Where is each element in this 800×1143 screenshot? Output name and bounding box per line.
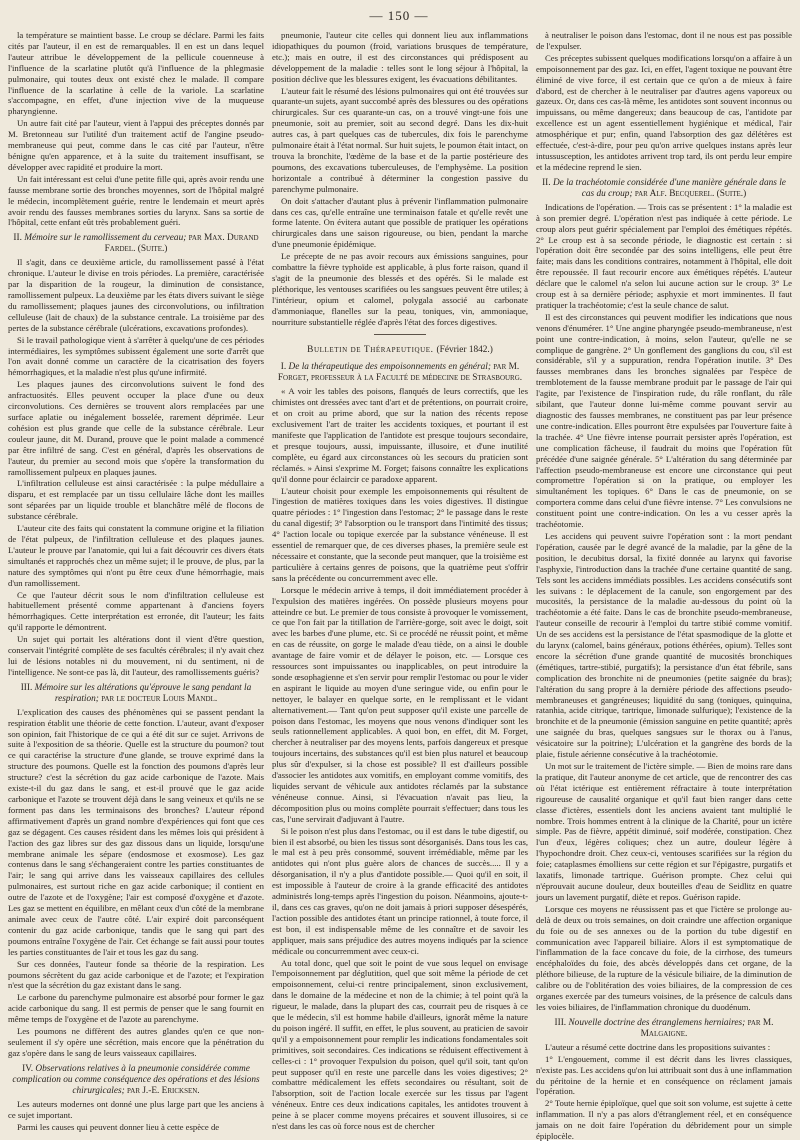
heading-number: IV. xyxy=(22,1063,34,1074)
paragraph: 1° L'engouement, comme il est décrit dans les livres classiques, n'existe pas. Les accidens qu'on lui attribuait sont dus à une inflammation du péritoine de la hernie et en conséquence on réclament jamais l'opération. xyxy=(536,1053,792,1097)
section-divider xyxy=(374,334,426,335)
heading-number: III. xyxy=(554,1017,567,1028)
column-middle xyxy=(272,30,528,1143)
heading-number: II. xyxy=(542,177,551,188)
paragraph: Il est des circonstances qui peuvent modifier les indications que nous venons d'énumérer. 1° Une angine pharyngée pseudo-membraneuse, n'est point une contre-indication, à moins, selon l'auteur, qu'elle ne se complique de gangrène. 2° Un gonflement des ganglions du cou, s'il est considérable, s'il y a suppuration, rendra l'opération inutile. 3° Des fausses membranes dans les bronches signalées par l'espèce de tremblotement de la fausse membrane produit par le passage de l'air qui l'agite, par l'existence de l'inspiration rude, du râle ronflant, du râle sibilant, que l'auteur donne lui-même comme pouvant servir au diagnostic des fausses membranes, ne constituent pas par leur présence une contre-indication. Elles pourront être expulsées par l'ouverture faite à la trachée. 4° Une fièvre intense pourrait persister après l'opération, est une complication fâcheuse, il faudrait du moins que l'opération fût précédée d'une saignée générale. 5° L'altération du sang déterminée par l'affection pseudo-membraneuse est encore une circonstance qui peut compromettre l'opération si on la pratique, ou employer les simultanément les topiques. 6° Dans le cas de pneumonie, on se comportera comme dans celui d'une fièvre intense. 7° Les convulsions ne constituent point une contre-indication. On les a vu cesser après la trachéotomie. xyxy=(536,311,792,530)
heading-number: I. xyxy=(280,362,287,373)
paragraph: pneumonie, l'auteur cite celles qui donnent lieu aux inflammations idiopathiques du poumon (froid, variations brusques de température, etc.); mais en outre, il est des circonstances qui prédisposent au développement de la maladie : telles sont le long séjour à l'hôpital, la position déclive que les blessures exigent, les évacuations débilitantes. xyxy=(272,30,528,84)
paragraph: Le carbone du parenchyme pulmonaire est absorbé pour former le gaz acide carbonique du sang. Il est permis de penser que le sang fournit en même temps de l'oxygène et de l'azote au parenchyme. xyxy=(8,992,264,1025)
paragraph: Les auteurs modernes ont donné une plus large part que les anciens à ce sujet important. xyxy=(8,1098,264,1120)
paragraph: « A voir les tables des poisons, flanqués de leurs correctifs, que les chimistes ont dressées avec tant d'art et de prétentions, on pourrait croire, et on croit au prime abord, que sur la nation des récents repose exclusivement l'art de traiter les accidents toxiques, et pourtant il est manifeste que l'application de l'antidote est presque toujours secondaire, et presque toujours, aussi, impuissante, illusoire, et d'une inutilité complète, eu égard aux circonstances où les secours du praticien sont réclamés. » Ainsi s'exprime M. Forget; faisons connaître les explications qu'il donne pour éclaircir ce paradoxe apparent. xyxy=(272,386,528,484)
paragraph: Il s'agit, dans ce deuxième article, du ramollissement passé à l'état chronique. L'auteur le divise en trois périodes. La première, caractérisée par la disparition de la rougeur, la diminution de consistance, ramollissement pulpeux. La deuxième par les états divers suivant le siège du ramollissement; plaques jaunes des circonvolutions, ou infiltration celluleuse (lait de chaux) de la substance centrale. La troisième par des pertes de la substance cérébrale (ulcérations, excavations profondes). xyxy=(8,257,264,333)
paragraph: Si le poison n'est plus dans l'estomac, ou il est dans le tube digestif, ou bien il est absorbé, ou bien les tissus sont désorganisés. Dans tous les cas, le mal est à peu près consommé, souvent irrémédiable, même par les antidotes qui n'ont plus guère alors de chances de succès..... Il y a désorganisation, il n'y a plus d'antidote possible.— Quoi qu'il en soit, il est impossible à l'auteur de croire à la grande efficacité des antidotes administrés long-temps après l'ingestion du poison. Néanmoins, ajoute-t-il, dans ces cas graves, qu'on ne doit jamais à priori supposer désespérés, l'action possible des antidotes étant un principe rationnel, à toute force, il est bon, il est indispensable même de les connaître et de savoir les appliquer, mais sans préjudice des autres moyens indiqués par la science médicale ou concurremment avec ceux-ci. xyxy=(272,825,528,956)
paragraph: Parmi les causes qui peuvent donner lieu à cette espèce de xyxy=(17,1121,220,1132)
heading-title: Mémoire sur les altérations qu'éprouve le sang pendant la respiration; xyxy=(34,682,252,704)
article-heading xyxy=(536,178,792,200)
bulletin-date: (Février 1842.) xyxy=(436,345,493,356)
article-heading xyxy=(272,362,528,384)
page-number: — 150 — xyxy=(369,8,429,23)
heading-title: De la trachéotomie considérée d'une manière générale dans le cas du croup; xyxy=(552,177,786,199)
three-column-layout xyxy=(8,30,792,1142)
paragraph: Les accidens qui peuvent suivre l'opération sont : la mort pendant l'opération, causée par le degré avancé de la maladie, par la gêne de la position, le decubitus dorsal, la fixité donnée au larynx qui favorise l'asphyxie, l'introduction dans la trachée d'une certaine quantité de sang. Tels sont les accidens immédiats possibles. Les accidens consécutifs sont les suivans : le déplacement de la canule, son engorgement par des mucosités, la persistance de la maladie au-dessous du point où la trachéotomie a été faite. Dans le cas de bronchite pseudo-membraneuse, l'auteur conseille de recourir à l'emploi du tartre stibié comme vomitif. Un de ses accidens est la persistance de l'état spasmodique de la glotte et du larynx (calomel, bains généraux, potions éthérées, opium). Telles sont encore la sécrétion d'une grande quantité de mucosités bronchiques (émétiques, tartre-stibié, purgatifs); la persistance d'un état fébrile, sans complication des bronchite ni de pneumonies (petite saignée du bras); l'altération du sang propre à la dernière période des affections pseudo-membraneuses et gangréneuses; liquidité du sang (toniques, quinquina, ratanhia, acide citrique, tartrique, limonade sulfurique); l'existence de la bronchite et de la pneumonie (émission sanguine en petite quantité; après une saignée du bras, quelques sangsues sur le thorax ou à l'anus, vésicatoire sur la poitrine); L'ulcération et la gangrène des bords de la plaie, fistule aérienne consécutive à la trachéotomie. xyxy=(536,530,792,760)
paragraph: L'infiltration celluleuse est ainsi caractérisée : la pulpe médullaire a disparu, et est remplacée par un tissu cellulaire lâche dont les mailles sont séparées par un liquide trouble et blanchâtre mêlé de flocons de substance cérébrale. xyxy=(8,478,264,522)
paragraph: Ce que l'auteur décrit sous le nom d'infiltration celluleuse est habituellement présenté comme appartenant à d'anciens foyers hémorrhagiques. Cette interprétation est erronée, dit l'auteur; les faits qu'il rapporte le démontrent. xyxy=(8,589,264,633)
paragraph: Les plaques jaunes des circonvolutions suivent le fond des anfractuosités. Elles peuvent occuper la place d'une ou deux circonvolutions. Ces dernières se trouvent alors remplacées par une surface aplatie ou inégalement bosselée, rarement déprimée. Leur cohésion est plus grande que celle de la substance cérébrale. Leur couleur jaune, dit M. Durand, prouve que le point malade a commencé par être infiltré de sang. C'est en général, d'après les observations de l'auteur, du premier au second mois que s'opère la transformation du ramollissement pulpeux en plaques jaunes. xyxy=(8,379,264,477)
paragraph: L'auteur fait le résumé des lésions pulmonaires qui ont été trouvées sur quarante-un sujets, ayant succombé après des blessures ou des opérations chirurgicales. Sur ces quarante-un cas, on a trouvé vingt-une fois une pneumonie, soit au premier, soit au second degré. Dans les dix-huit autres cas, à part quelques cas de tubercules, dix fois le parenchyme pulmonaire était à l'état normal. Sur huit sujets, le poumon était intact, on trouva la bronchite, l'œdème de la base et de la partie postérieure des poumons, des excavations tuberculeuses, de l'emphysème. La position horizontale a contribué à déterminer la congestion passive du parenchyme pulmonaire. xyxy=(272,85,528,194)
paragraph: Lorsque le médecin arrive à temps, il doit immédiatement procéder à l'expulsion des matières ingérées. On possède plusieurs moyens pour atteindre ce but. Le premier de tous consiste à provoquer le vomissement, ce que l'on fait par la titillation de l'arrière-gorge, soit avec le doigt, soit avec les barbes d'une plume, etc. Si ce procédé ne réussit point, et même en cas de réussite, on gorge le malade d'eau tiède, on a ainsi le double avantage de faire vomir et de délayer le poison, etc. — Lorsque ces ressources sont impuissantes ou inapplicables, on peut introduire la sonde œsophagienne et s'en servir pour remplir l'estomac ou pour le vider en aspirant le liquide au moyen d'une seringue vide, ou enfin pour le nettoyer, le balayer en quelque sorte, en le remplissant et le vidant alternativement.— Tant qu'on peut supposer qu'il existe une parcelle de poison dans l'estomac, les moyens que nous venons d'indiquer sont les seuls rationnellement applicables. A quoi bon, en effet, dit M. Forget, chercher à neutraliser par des moyens lents, parfois dangereux et presque toujours incertains, des substances qu'il est bien plus naturel et beaucoup plus sûr d'expulser, si la chose est possible? Il est d'ailleurs possible d'associer les antidotes aux vomitifs, en employant comme vomitifs, des liquides servant de véhicule aux antidotes réclamés par la substance vénéneuse connue. Ainsi, si l'évacuation n'avait pas lieu, la décomposition plus ou moins complète pourrait s'effectuer; dans tous les cas, l'une servirait d'adjuvant à l'autre. xyxy=(272,584,528,824)
article-heading xyxy=(8,233,264,255)
column-left xyxy=(8,30,264,1143)
bulletin-title xyxy=(272,345,528,356)
heading-number: III. xyxy=(20,682,33,693)
heading-title: De la thérapeutique des empoisonnements en général; xyxy=(288,362,491,373)
paragraph: On doit s'attacher d'autant plus à prévenir l'inflammation pulmonaire dans ces cas, qu'elle entraîne une terminaison fatale et qu'elle revêt une forme latente. On évitera autant que possible de pratiquer les opérations chirurgicales dans une saison rigoureuse, ou bien, pendant la marche d'une pneumonie épidémique. xyxy=(272,195,528,250)
paragraph: L'auteur cite des faits qui constatent la commune origine et la filiation de l'état pulpeux, de l'infiltration celluleuse et des plaques jaunes. L'auteur le prouve par l'anatomie, qui lui a fait découvrir ces divers états simultanés et rapprochés chez un même sujet; il le prouve, de plus, par la nature des symptômes qui n'ont pu être ceux d'une hémorrhagie, mais d'un ramollissement. xyxy=(8,523,264,588)
heading-author: par Max. Durand Fardel. (Suite.) xyxy=(104,233,259,255)
paragraph: Un sujet qui portait les altérations dont il vient d'être question, conservait l'intégrité complète de ses facultés cérébrales; il n'y avait chez lui de lésions notables ni du mouvement, ni du sentiment, ni de l'intelligence. Ne sont-ce pas là, dit l'auteur, des ramollissements guéris? xyxy=(8,634,264,677)
paragraph: 2° Toute hernie épiploïque, quel que soit son volume, est sujette à cette inflammation. Il n'y a pas alors d'étranglement réel, et en conséquence jamais on ne doit faire l'opération du débridement pour un simple épiplocèle. xyxy=(536,1098,792,1142)
paragraph: Ces préceptes subissent quelques modifications lorsqu'on a affaire à un empoisonnement par des gaz. Ici, en effet, l'agent toxique ne pouvant être éliminé de vive force, il est certain que ce qu'on a de mieux à faire d'abord, est de chercher à le neutraliser par d'autres agens vaporeux ou gazeux. Or, dans ces cas-là même, les antidotes sont souvent inconnus ou impuissans, ou même dangereux; dans beaucoup de cas, l'antidote par excellence est un agent essentiellement hygiénique et médical, l'air atmosphérique et pur; enfin, quand l'absorption des gaz délétères est effectuée, c'est-à-dire, pour peu qu'on arrive quelques instans après leur intussusception, les antidotes arrivent trop tard, ils ont perdu leur empire et la médecine reprend le sien. xyxy=(536,52,792,172)
heading-number: II. xyxy=(13,233,22,244)
column-right xyxy=(536,30,792,1143)
paragraph: L'explication des causes des phénomènes qui se passent pendant la respiration établit une théorie de cette fonction. L'auteur, avant d'exposer son opinion, fait l'historique de ce qui a été dit sur ce sujet. Arrivons de suite à l'exposition de sa théorie. Quelle est la structure du poumon? tout ce qui caractérise la structure d'une glande, se trouve exprimé dans la structure des poumons. Quelle est la fonction des poumons d'après leur structure? c'est la sécrétion du gaz acide carbonique de l'azote. Mais existe-t-il du gaz dans le sang, et est-il prouvé que le gaz acide carbonique et l'azote se trouvent déjà dans le sang veineux et qu'ils ne se forment pas dans les terminaisons des bronches? L'auteur répond affirmativement d'après un grand nombre d'expériences qui font que ces gaz se dégagent. Ces causes résident dans les mêmes lois qui président à l'action des gaz libres sur des gaz dissous dans un liquide, lorsqu'une membrane animale les sépare (endosmose et exosmose). Les gaz contenus dans le sang s'échangeraient contre les parties constituantes de l'air; le sang qui arrive dans les vaisseaux capillaires des cellules pulmonaires, est surtout riche en gaz acide carbonique; il contient en outre de l'azote et de l'oxygène; l'air est composé d'oxygène et d'azote. Les gaz se mettent en équilibre, en mêlant ceux d'un côté de la membrane animale avec ceux de l'autre côté. L'air expiré doit parconséquent contenir du gaz acide carbonique, tandis que le sang qui part des poumons entraîne l'oxygène de l'air. Cet échange se fait aussi pour toutes les parties constituantes de l'air et tous les gaz du sang. xyxy=(8,706,264,957)
paragraph: Un fait intéressant est celui d'une petite fille qui, après avoir rendu une fausse membrane sortie des bronches moyennes, sort de l'hôpital malgré le médecin, incomplètement guérie, rentre le lendemain et meurt après avoir rendu des fausses membranes sorties du larynx. Sans sa sortie de l'hôpital, cette enfant eût très probablement guéri. xyxy=(8,173,264,228)
article-heading xyxy=(8,683,264,705)
heading-author: par le docteur Louis Mandl. xyxy=(101,693,218,704)
heading-title: Nouvelle doctrine des étranglemens herniaires; xyxy=(568,1017,746,1028)
paragraph: Indications de l'opération. — Trois cas se présentent : 1° la maladie est à son premier degré. L'opération n'est pas indiquée à cette période. Le croup alors peut guérir spécialement par l'emploi des émétiques répétés. 2° Le croup est à sa seconde période, le diagnostic est certain : si l'opération doit être secondée par des soins intelligens, elle peut être faite; mais dans les conditions contraires, notamment à l'hôpital, elle doit être repoussée. Il faut recourir encore aux émétiques répétés. L'auteur déclare que le calomel n'a selon lui aucune action sur le croup. 3° Le croup est à sa dernière période; asphyxie et mort imminentes. Il faut pratiquer la trachéotomie; c'est la seule chance de salut. xyxy=(536,201,792,310)
paragraph: Un mot sur le traitement de l'ictère simple. — Bien de moins rare dans la pratique, dit l'auteur anonyme de cet article, que de rencontrer des cas où l'état ictérique est entièrement réfractaire à toute interprétation rigoureuse de causalité organique et qu'il faut bien ranger dans cette classe d'ictères, essentiels dont les anciens avaient tant multiplié le nombre. Trois hommes entrent à la clinique de la Charité, pour un ictère simple. Pas de fièvre, appétit diminué, soif modérée, constipation. Chez l'un d'eux, légères coliques; chez un autre, douleur légère à l'hypochondre droit. Chez ceux-ci, ventouses scarifiées sur la région du foie; cataplasmes émolliens sur cette région et sur l'épigastre, purgatifs et laxatifs, limonade tartrique. Guérison prompte. Chez celui qui n'éprouvait aucune douleur, deux bouteilles d'eau de Seidlitz en quatre jours un lavement purgatif, diète et repos. Guérison rapide. xyxy=(536,761,792,902)
paragraph: Au total donc, quel que soit le point de vue sous lequel on envisage l'empoisonnement par déglutition, quel que soit même la période de cet empoisonnement, celui-ci rentre principalement, sinon exclusivement, dans le domaine de la médecine et non de la chimie; à tel point qu'à la rigueur, le malade, dans la plupart des cas, courrait peu de risques à ce que le médecin, s'il est homme habile d'ailleurs, ignorât même la nature du poison ingéré. Il suffit, en effet, le plus souvent, au praticien de savoir qu'il y a empoisonnement pour remplir les indications fondamentales soit primitives, soit secondaires. Ces indications se réduisent effectivement à celles-ci : 1° provoquer l'expulsion du poison, quel qu'il soit, tant qu'on peut supposer qu'il en reste une parcelle dans les voies digestives; 2° combattre médicalement les effets secondaires ou résultant, soit de l'absorption, soit de l'action locale exercée sur les tissus par l'agent vénéneux. Entre ces deux indications capitales, les antidotes trouvent à peine à se placer comme moyens précaires et souvent illusoires, si ce n'est dans les cas où force nous est de chercher xyxy=(272,957,528,1132)
paragraph: Sur ces données, l'auteur fonde sa théorie de la respiration. Les poumons sécrètent du gaz acide carbonique et de l'azote; et l'expiration n'est que la sécrétion du gaz existant dans le sang. xyxy=(8,958,264,991)
paragraph: Le précepte de ne pas avoir recours aux émissions sanguines, pour combattre la fièvre typhoïde est applicable, à plus forte raison, quand il s'agit de la pneumonie des blessés et des opérés. Si le malade est pléthorique, les ventouses scarifiées ou les sangsues peuvent être utiles; à l'intérieur, opium et calomel, polygala associé au carbonate d'ammoniaque, flanelles sur la peau, toniques, vin, ammoniaque, nourriture substantielle réglée d'après l'état des forces digestives. xyxy=(272,251,528,327)
paragraph: Lorsque ces moyens ne réussissent pas et que l'ictère se prolonge au-delà de deux ou trois semaines, on doit craindre une affection organique du foie ou de ses annexes ou de la portion du tube digestif en communication avec l'appareil biliaire. Alors il est symptomatique de l'inflammation de la face concave du foie, de la cirrhose, des tumeurs encéphaloïdes du foie, des abcès développés dans cet organe, de la pléthore bilieuse, de la rupture de la vésicule biliaire, de la diminution de calibre ou de l'oblitération des voies biliaires, de la compression de ces organes exercée par des tumeurs voisines, de la présence de calculs dans les voies biliaires, de l'inflammation chronique du duodénum. xyxy=(536,903,792,1012)
heading-title: Observations relatives à la pneumonie considérée comme complication ou comme conséquence des opérations et des lésions chirurgicales; xyxy=(12,1063,260,1096)
paragraph: Un autre fait cité par l'auteur, vient à l'appui des préceptes donnés par M. Bretonneau sur l'utilité d'un traitement actif de l'angine pseudo-membraneuse qui peut, comme dans le cas cité par l'auteur, n'être bénigne qu'en apparence, et à la suite du traitement insuffisant, se développer avec rapidité et produire la mort. xyxy=(8,118,264,172)
article-heading xyxy=(8,1064,264,1097)
paragraph: L'auteur a résumé cette doctrine dans les propositions suivantes : xyxy=(545,1041,771,1052)
heading-author: par M. Malgaigne. xyxy=(640,1017,774,1039)
heading-author: par J.-E. Ericksen. xyxy=(127,1085,200,1096)
paragraph: la température se maintient basse. Le croup se déclare. Parmi les faits cités par l'auteur, il en est de remarquables. Il en est un dans lequel l'auteur attribue le développement de la pellicule couenneuse à l'influence de la scarlatine plutôt qu'à l'influence de la phlegmasie pulmonaire, qui toutes deux ont existé chez le malade. Il compare l'influence de la scarlatine à celle de la variole. La scarlatine s'accompagne, en effet, d'une injection vive de la muqueuse pharyngienne. xyxy=(8,30,264,117)
heading-title: Mémoire sur le ramollissement du cerveau; xyxy=(24,233,187,244)
bulletin-title-text: Bulletin de Thérapeutique. xyxy=(307,345,434,356)
article-heading xyxy=(536,1018,792,1040)
heading-author: par Alf. Becquerel. (Suite.) xyxy=(634,188,747,199)
paragraph: Les poumons ne diffèrent des autres glandes qu'en ce que non-seulement il s'y opère une sécrétion, mais encore que la pénétration du gaz s'opère dans le sang de leurs vaisseaux capillaires. xyxy=(8,1026,264,1058)
paragraph: L'auteur choisit pour exemple les empoisonnements qui résultent de l'ingestion de matières toxiques dans les voies digestives. Il distingue quatre périodes : 1° l'ingestion dans l'estomac; 2° le passage dans le reste du canal digestif; 3° l'absorption ou le transport dans l'intimité des tissus; 4° l'action locale ou topique exercée par la substance vénéneuse. Il est essentiel de remarquer que, de ces diverses phases, la première seule est nécessaire et constante, que la seconde peut manquer, que la troisième est particulière à certains genres de poisons, que la quatrième peut s'offrir sans la précédente ou concurremment avec elle. xyxy=(272,485,528,583)
paragraph: à neutraliser le poison dans l'estomac, dont il ne nous est pas possible de l'expulser. xyxy=(536,30,792,51)
paragraph: Si le travail pathologique vient à s'arrêter à quelqu'une de ces périodes intermédiaires, les symptômes subissent également une sorte d'arrêt que l'on avait donné comme un caractère de la cicatrisation des foyers hémorrhagiques, et la maladie n'est plus qu'une infirmité. xyxy=(8,334,264,378)
heading-author: par M. Forget, professeur à la Faculté de médecine de Strasbourg. xyxy=(277,362,523,384)
